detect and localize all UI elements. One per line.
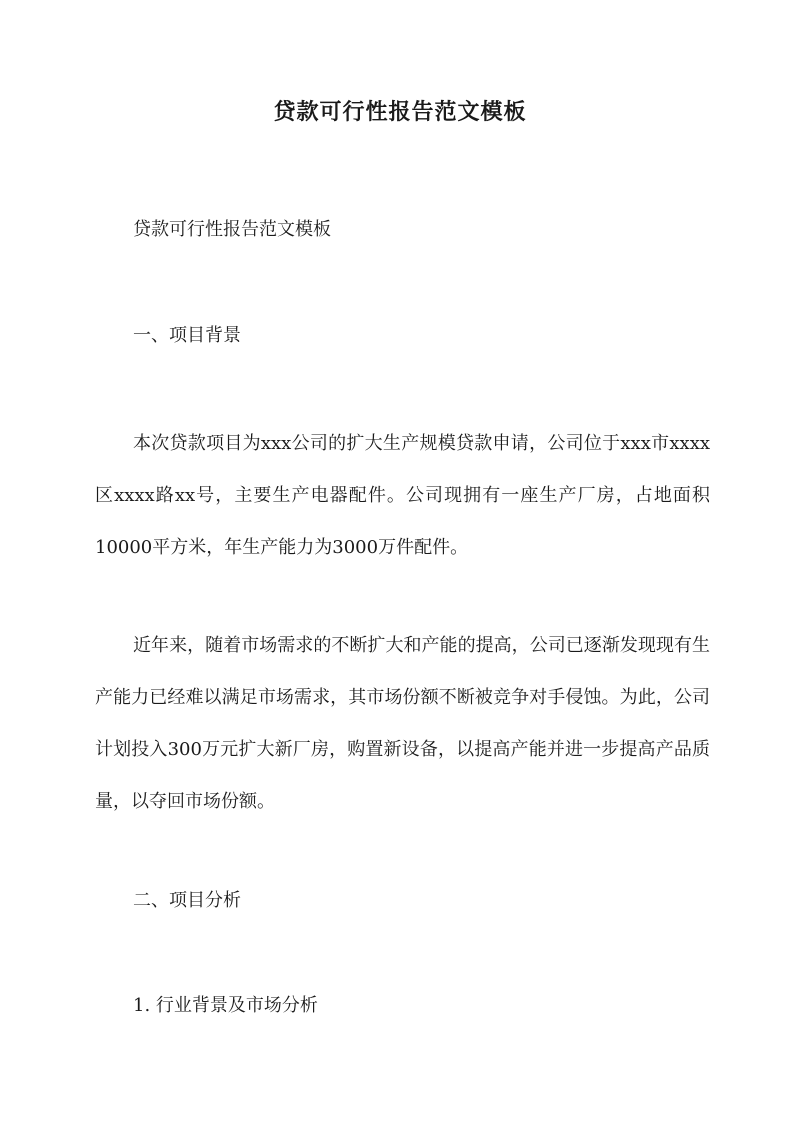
document-title: 贷款可行性报告范文模板 [273,99,527,125]
section-heading-analysis: 二、项目分析 [133,890,241,911]
paragraph-project-rationale: 近年来，随着市场需求的不断扩大和产能的提高，公司已逐渐发现现有生产能力已经难以满足市场需求，其市场份额不断被竞争对手侵蚀。为此，公司计划投入300万元扩大新厂房，购置新设备，以提高产能并进一步提高产品质量，以夺回市场份额。 [95,635,710,812]
subsection-heading-industry: 1. 行业背景及市场分析 [133,995,318,1016]
section-heading-background: 一、项目背景 [133,325,241,346]
paragraph-project-overview: 本次贷款项目为xxx公司的扩大生产规模贷款申请，公司位于xxx市xxxx区xxxx路xx号，主要生产电器配件。公司现拥有一座生产厂房，占地面积10000平方米，年生产能力为3000万件配件。 [95,433,710,558]
document-subtitle: 贷款可行性报告范文模板 [133,219,331,240]
